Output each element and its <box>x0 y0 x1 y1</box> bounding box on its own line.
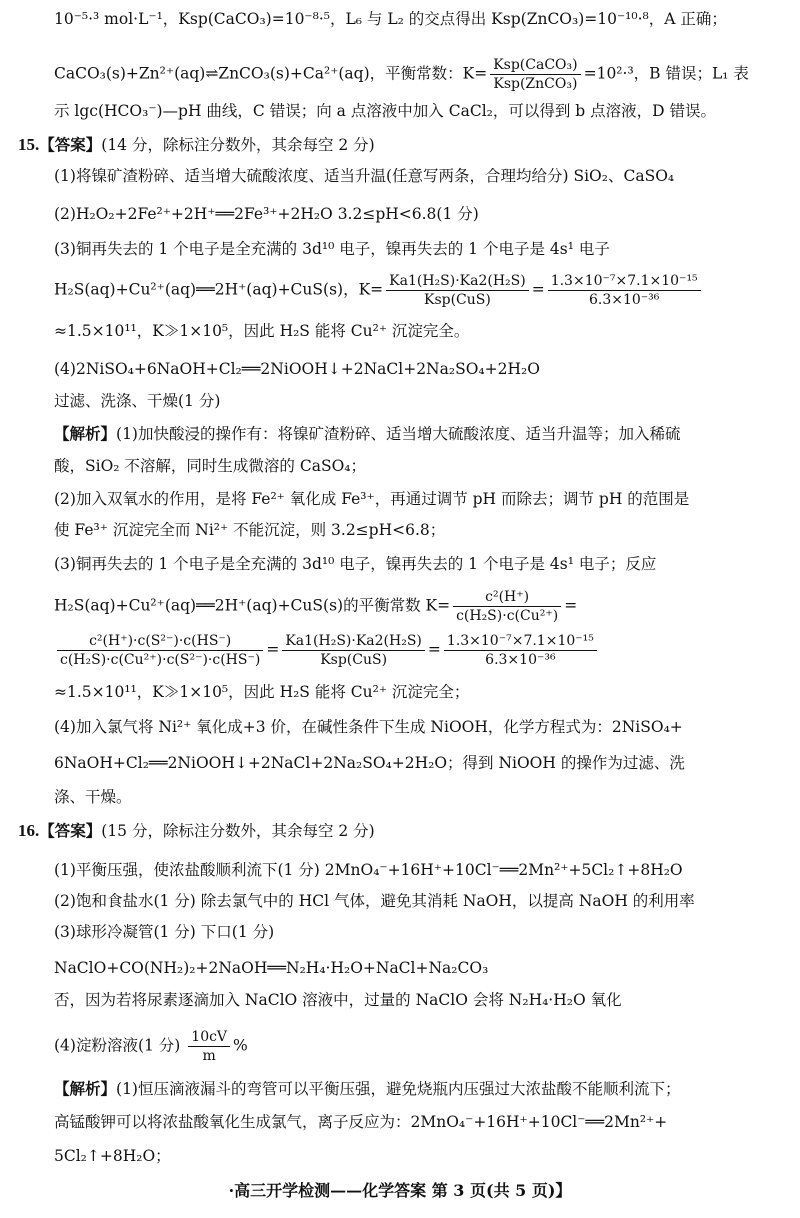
k-fraction: $\frac{\text{Ka1(H₂S)·Ka2(H₂S)}}{\text{Ksp(CuS)}}$ <box>386 272 529 309</box>
text-line: 6NaOH+Cl₂══2NiOOH↓+2NaCl+2Na₂SO₄+2H₂O；得到 NiOOH 的操作为过滤、洗 <box>54 754 685 772</box>
text-line: 高锰酸钾可以将浓盐酸氧化生成氯气，离子反应为：2MnO₄⁻+16H⁺+10Cl⁻══2Mn²⁺+ <box>54 1113 668 1131</box>
k-value-fraction: $\frac{\text{1.3×10⁻⁷×7.1×10⁻¹⁵}}{\text{6.3×10⁻³⁶}}$ <box>548 272 701 309</box>
text-line: (3)球形冷凝管(1 分) 下口(1 分) <box>54 923 275 941</box>
text-line: H₂S(aq)+Cu²⁺(aq)══2H⁺(aq)+CuS(s)，K= $\frac{\text{Ka1(H₂S)·Ka2(H₂S)}}{\text{Ksp(CuS)}}$ = $\frac{\text{1.3×10⁻⁷×7.1×10⁻¹⁵}}{\text{6.3×10⁻³⁶}}$ <box>54 272 704 309</box>
text-line: 5Cl₂↑+8H₂O； <box>54 1147 171 1165</box>
text-line: ≈1.5×10¹¹，K≫1×10⁵，因此 H₂S 能将 Cu²⁺ 沉淀完全； <box>54 683 470 701</box>
text-line: 示 lgc(HCO₃⁻)—pH 曲线，C 错误；向 a 点溶液中加入 CaCl₂，可以得到 b 点溶液，D 错误。 <box>54 102 716 120</box>
text-line: 否，因为若将尿素逐滴加入 NaClO 溶液中，过量的 NaClO 会将 N₂H₄·H₂O 氧化 <box>54 991 622 1009</box>
k-value-fraction: $\frac{\text{1.3×10⁻⁷×7.1×10⁻¹⁵}}{\text{6.3×10⁻³⁶}}$ <box>444 632 597 669</box>
text-line: (1)将镍矿渣粉碎、适当增大硫酸浓度、适当升温(任意写两条，合理均给分) SiO₂、CaSO₄ <box>54 167 675 185</box>
text-line: (1)平衡压强，使浓盐酸顺利流下(1 分) 2MnO₄⁻+16H⁺+10Cl⁻══2Mn²⁺+5Cl₂↑+8H₂O <box>54 861 683 879</box>
text-line: H₂S(aq)+Cu²⁺(aq)══2H⁺(aq)+CuS(s)的平衡常数 K= $\frac{\text{c²(H⁺)}}{\text{c(H₂S)·c(Cu²⁺)}}$ = <box>54 589 578 624</box>
text-line: (2)H₂O₂+2Fe²⁺+2H⁺══2Fe³⁺+2H₂O 3.2≤pH<6.8(1 分) <box>54 205 479 223</box>
text-line: $\frac{\text{c²(H⁺)·c(S²⁻)·c(HS⁻)}}{\text{c(H₂S)·c(Cu²⁺)·c(S²⁻)·c(HS⁻)}}$ = $\frac{\text{Ka1(H₂S)·Ka2(H₂S)}}{\text{Ksp(CuS)}}$ = $\frac{\text{1.3×10⁻⁷×7.1×10⁻¹⁵}}{\text{6.3×10⁻³⁶}}$ <box>54 632 600 669</box>
text-line: 酸，SiO₂ 不溶解，同时生成微溶的 CaSO₄； <box>54 457 366 475</box>
text-line: 过滤、洗涤、干燥(1 分) <box>54 392 221 410</box>
k-expression-fraction: $\frac{\text{c²(H⁺)}}{\text{c(H₂S)·c(Cu²⁺)}}$ <box>453 588 561 625</box>
text-line: ≈1.5×10¹¹，K≫1×10⁵，因此 H₂S 能将 Cu²⁺ 沉淀完全。 <box>54 322 470 340</box>
text-line: (3)铜再失去的 1 个电子是全充满的 3d¹⁰ 电子，镍再失去的 1 个电子是 4s¹ 电子 <box>54 240 610 258</box>
text-line: 【解析】(1)加快酸浸的操作有：将镍矿渣粉碎、适当增大硫酸浓度、适当升温等；加入稀硫 <box>54 424 681 443</box>
text-line: CaCO₃(s)+Zn²⁺(aq)⇌ZnCO₃(s)+Ca²⁺(aq)，平衡常数：K= $\frac{\text{Ksp(CaCO₃)}}{\text{Ksp(ZnCO₃)}}$ =10²·³，B 错误；L₁ 表 <box>54 57 749 92</box>
text-line: (3)铜再失去的 1 个电子是全充满的 3d¹⁰ 电子，镍再失去的 1 个电子是 4s¹ 电子；反应 <box>54 555 657 573</box>
question-heading: 15.【答案】(14 分，除标注分数外，其余每空 2 分) <box>18 135 375 154</box>
text-line: (2)加入双氧水的作用，是将 Fe²⁺ 氧化成 Fe³⁺，再通过调节 pH 而除去；调节 pH 的范围是 <box>54 490 690 508</box>
k-expansion-fraction: $\frac{\text{c²(H⁺)·c(S²⁻)·c(HS⁻)}}{\text{c(H₂S)·c(Cu²⁺)·c(S²⁻)·c(HS⁻)}}$ <box>57 632 263 669</box>
text-line: 使 Fe³⁺ 沉淀完全而 Ni²⁺ 不能沉淀，则 3.2≤pH<6.8； <box>54 521 446 539</box>
question-heading: 16.【答案】(15 分，除标注分数外，其余每空 2 分) <box>18 821 375 840</box>
text-line: 10⁻⁵·³ mol·L⁻¹，Ksp(CaCO₃)=10⁻⁸·⁵，L₆ 与 L₂ 的交点得出 Ksp(ZnCO₃)=10⁻¹⁰·⁸，A 正确； <box>54 10 727 28</box>
result-fraction: $\frac{10cV}{m}$ <box>188 1028 230 1065</box>
text-line: NaClO+CO(NH₂)₂+2NaOH══N₂H₄·H₂O+NaCl+Na₂CO₃ <box>54 959 489 977</box>
ka-fraction: $\frac{\text{Ka1(H₂S)·Ka2(H₂S)}}{\text{Ksp(CuS)}}$ <box>282 632 425 669</box>
page-footer: ·高三开学检测——化学答案 第 3 页(共 5 页)】 <box>228 1181 572 1200</box>
text-line: 【解析】(1)恒压滴液漏斗的弯管可以平衡压强，避免烧瓶内压强过大浓盐酸不能顺利流下； <box>54 1079 681 1098</box>
text-line: (4)淀粉溶液(1 分) $\frac{10cV}{m}$ % <box>54 1029 248 1064</box>
text-line: (4)2NiSO₄+6NaOH+Cl₂══2NiOOH↓+2NaCl+2Na₂SO₄+2H₂O <box>54 360 540 378</box>
text-line: 涤、干燥。 <box>54 788 132 806</box>
text-line: (2)饱和食盐水(1 分) 除去氯气中的 HCl 气体，避免其消耗 NaOH，以提高 NaOH 的利用率 <box>54 892 695 910</box>
equilibrium-fraction: $\frac{\text{Ksp(CaCO₃)}}{\text{Ksp(ZnCO₃)}}$ <box>490 56 580 93</box>
text-line: (4)加入氯气将 Ni²⁺ 氧化成+3 价，在碱性条件下生成 NiOOH，化学方程式为：2NiSO₄+ <box>54 718 683 736</box>
